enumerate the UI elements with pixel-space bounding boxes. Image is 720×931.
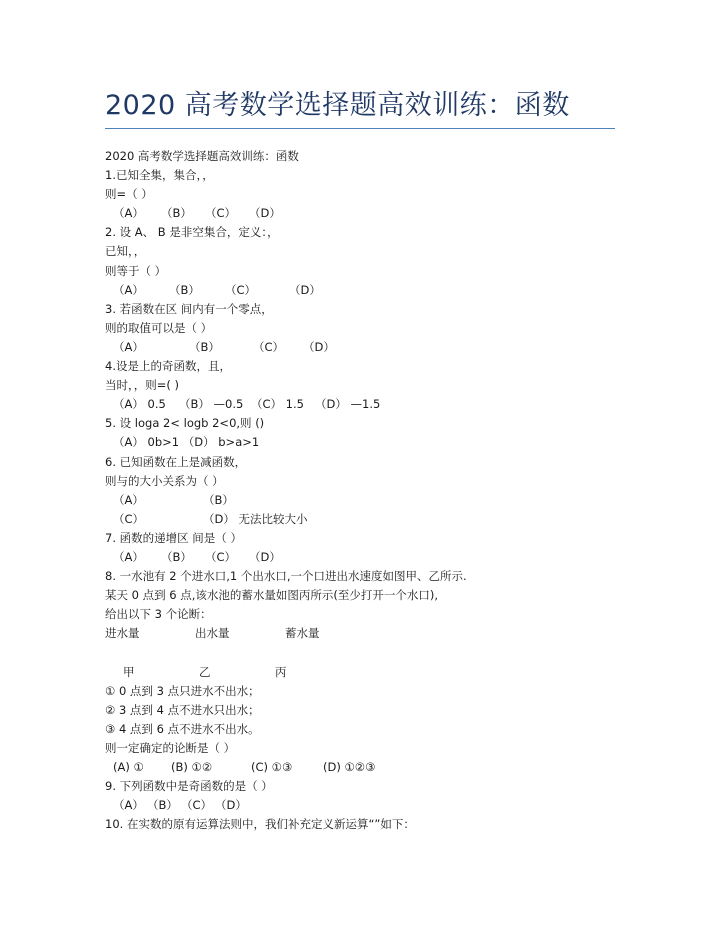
- answer-option: （D） —1.5: [315, 397, 381, 412]
- answer-option: （D）: [249, 549, 281, 564]
- text-line: 7. 函数的递增区 间是（ ）: [105, 530, 242, 545]
- options-row: [105, 624, 625, 643]
- text-line: 某天 0 点到 6 点,该水池的蓄水量如图丙所示(至少打开一个水口),: [105, 588, 439, 603]
- answer-option: （A）: [113, 282, 144, 297]
- answer-option: （B） —0.5: [179, 397, 244, 412]
- options-row: [105, 395, 625, 414]
- text-line: 5. 设 loga 2< logb 2<0,则 (): [105, 416, 265, 431]
- answer-option: （B）: [189, 339, 220, 354]
- options-row: [105, 548, 625, 567]
- options-row: [105, 433, 625, 452]
- text-line: 则等于（ ）: [105, 263, 167, 278]
- answer-option: （C）: [225, 282, 257, 297]
- answer-option: （A） 0b>1 （D） b>a>1: [113, 435, 260, 450]
- answer-option: 甲: [123, 664, 135, 679]
- text-line: 已知，，: [105, 244, 146, 259]
- text-line: 则与的大小关系为（ ）: [105, 473, 224, 488]
- text-line: 2. 设 A、 B 是非空集合，定义：，: [105, 225, 279, 240]
- options-row: [105, 663, 625, 682]
- options-row: [105, 510, 625, 529]
- text-line: ③ 4 点到 6 点不进水不出水。: [105, 721, 260, 736]
- answer-option: （A）: [113, 339, 144, 354]
- options-row: [105, 338, 625, 357]
- options-row: [105, 758, 625, 777]
- answer-option: （C）: [205, 549, 237, 564]
- page-title: 2020 高考数学选择题高效训练：函数: [105, 90, 570, 121]
- answer-option: （C）: [205, 206, 237, 221]
- answer-option: （D）: [303, 339, 335, 354]
- answer-option: （A） 0.5: [113, 397, 166, 412]
- answer-option: （A）: [113, 798, 144, 813]
- text-line: 6. 已知函数在上是减函数，: [105, 454, 247, 469]
- blank-line: [105, 643, 625, 662]
- text-line: 9. 下列函数中是奇函数的是（ ）: [105, 779, 273, 794]
- text-line: 2020 高考数学选择题高效训练：函数: [105, 149, 299, 163]
- document-body: [105, 147, 625, 834]
- text-line: 1.已知全集，集合，，: [105, 168, 214, 183]
- answer-option: （B）: [161, 206, 192, 221]
- answer-option: （B）: [161, 549, 192, 564]
- answer-option: （A）: [113, 492, 144, 507]
- options-row: [105, 281, 625, 300]
- answer-option: (B) ①②: [171, 760, 213, 774]
- answer-option: （C）: [113, 511, 145, 526]
- answer-option: (A) ①: [113, 760, 144, 774]
- answer-option: 进水量: [105, 626, 140, 641]
- answer-option: (C) ①③: [251, 760, 293, 774]
- answer-option: （C） 1.5: [251, 397, 304, 412]
- text-line: ① 0 点到 3 点只进水不出水；: [105, 683, 260, 698]
- answer-option: （B）: [147, 798, 178, 813]
- answer-option: 乙: [199, 664, 211, 679]
- text-line: 则的取值可以是（ ）: [105, 320, 213, 335]
- title-underline: [105, 128, 615, 129]
- answer-option: 蓄水量: [285, 626, 320, 641]
- answer-option: （D）: [249, 206, 281, 221]
- text-line: 则一定确定的论断是（ ）: [105, 740, 236, 755]
- text-line: 给出以下 3 个论断：: [105, 607, 212, 622]
- text-line: ② 3 点到 4 点不进水只出水；: [105, 702, 260, 717]
- answer-option: (D) ①②③: [323, 760, 376, 774]
- answer-option: （C）: [181, 798, 213, 813]
- text-line: 4.设是上的奇函数，且，: [105, 359, 231, 374]
- text-line: 8. 一水池有 2 个进水口,1 个出水口,一个口进出水速度如图甲、乙所示.: [105, 569, 467, 584]
- text-line: 当时，，则=( ): [105, 378, 180, 393]
- options-row: [105, 491, 625, 510]
- answer-option: 丙: [275, 664, 287, 679]
- answer-option: （B）: [203, 492, 234, 507]
- answer-option: （B）: [169, 282, 200, 297]
- answer-option: （C）: [253, 339, 285, 354]
- options-row: [105, 796, 625, 815]
- answer-option: （D）: [215, 798, 247, 813]
- text-line: 3. 若函数在区 间内有一个零点，: [105, 301, 273, 316]
- answer-option: （A）: [113, 549, 144, 564]
- answer-option: （D） 无法比较大小: [203, 511, 308, 526]
- answer-option: （A）: [113, 206, 144, 221]
- answer-option: （D）: [289, 282, 321, 297]
- answer-option: 出水量: [195, 626, 230, 641]
- options-row: [105, 204, 625, 223]
- text-line: 10. 在实数的原有运算法则中，我们补充定义新运算“”如下：: [105, 817, 415, 832]
- text-line: 则=（ ）: [105, 187, 153, 202]
